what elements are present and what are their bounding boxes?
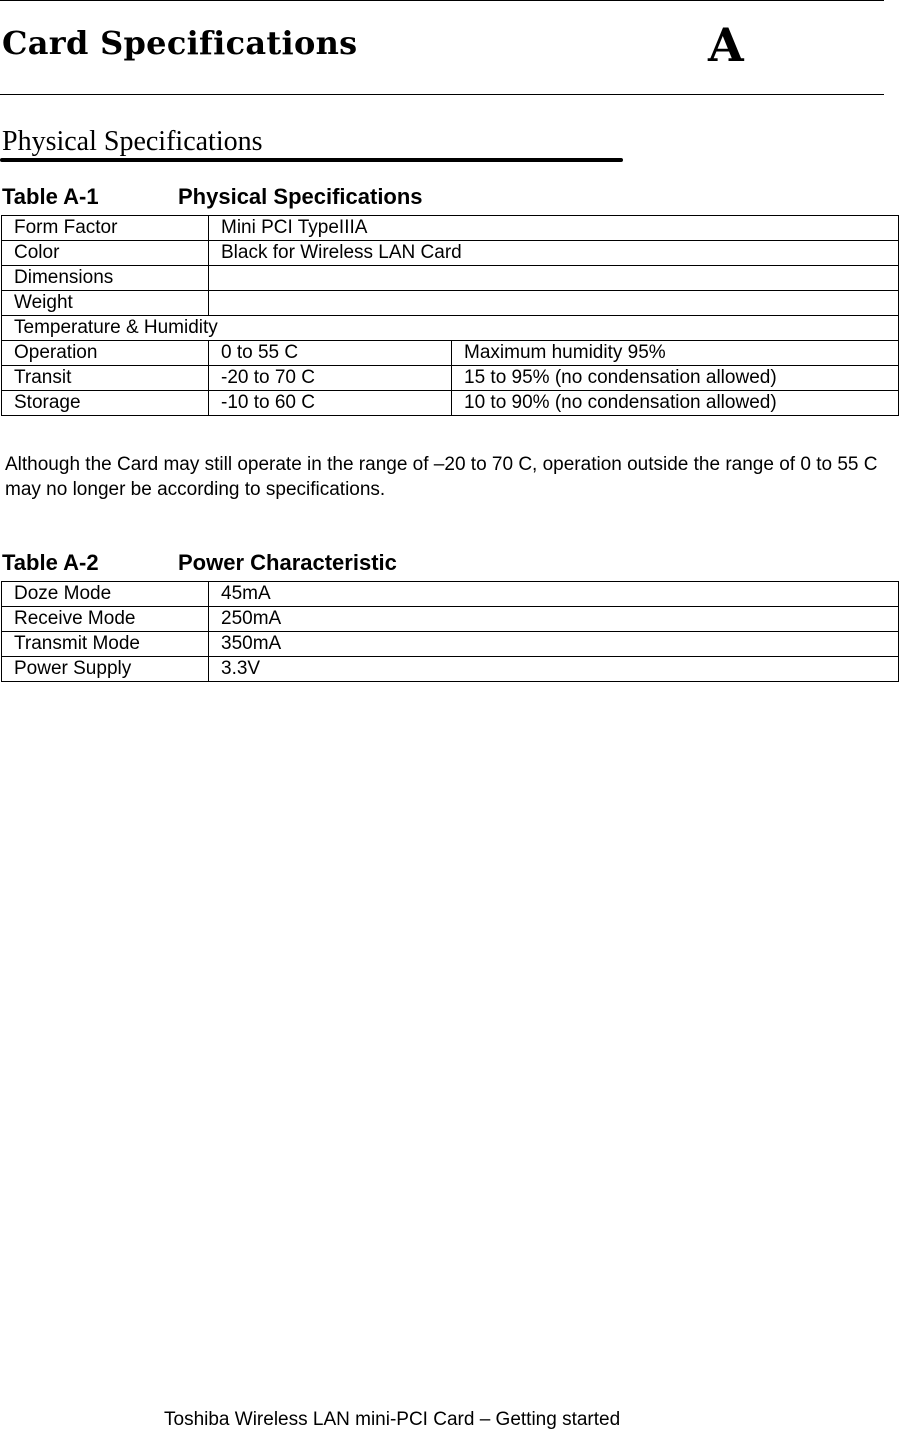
- row-label: Storage: [2, 391, 209, 416]
- top-rule: [0, 0, 884, 1]
- row-value: 45mA: [209, 582, 899, 607]
- row-label: Dimensions: [2, 266, 209, 291]
- temperature-value: 0 to 55 C: [209, 341, 452, 366]
- row-value: 350mA: [209, 632, 899, 657]
- table-group-header-row: [2, 316, 899, 341]
- row-label: Transit: [2, 366, 209, 391]
- table-row: [2, 241, 899, 266]
- row-value: Black for Wireless LAN Card: [209, 241, 899, 266]
- section-heading: Physical Specifications: [2, 126, 263, 157]
- humidity-value: Maximum humidity 95%: [452, 341, 899, 366]
- chapter-title: Card Specifications: [2, 24, 358, 62]
- row-value: 250mA: [209, 607, 899, 632]
- row-value: [209, 266, 899, 291]
- row-label: Form Factor: [2, 216, 209, 241]
- chapter-letter: A: [708, 18, 744, 72]
- row-value: [209, 291, 899, 316]
- page-footer: Toshiba Wireless LAN mini-PCI Card – Getting started: [164, 1409, 621, 1430]
- temperature-value: -10 to 60 C: [209, 391, 452, 416]
- table-row: [2, 391, 899, 416]
- humidity-value: 10 to 90% (no condensation allowed): [452, 391, 899, 416]
- table-row: [2, 366, 899, 391]
- humidity-value: 15 to 95% (no condensation allowed): [452, 366, 899, 391]
- table-row: [2, 657, 899, 682]
- row-value: Mini PCI TypeIIIA: [209, 216, 899, 241]
- table-row: [2, 341, 899, 366]
- table-a2-number: Table A-2: [2, 550, 99, 575]
- row-value: 3.3V: [209, 657, 899, 682]
- table-row: [2, 607, 899, 632]
- table-row: [2, 582, 899, 607]
- row-label: Weight: [2, 291, 209, 316]
- row-label: Receive Mode: [2, 607, 209, 632]
- row-label: Transmit Mode: [2, 632, 209, 657]
- table-row: [2, 632, 899, 657]
- temperature-humidity-header: Temperature & Humidity: [2, 316, 899, 341]
- table-row: [2, 291, 899, 316]
- table-a2-caption: [2, 550, 397, 576]
- row-label: Operation: [2, 341, 209, 366]
- table-a1-number: Table A-1: [2, 184, 99, 209]
- table-a1-title: Physical Specifications: [178, 184, 423, 209]
- table-a2-title: Power Characteristic: [178, 550, 397, 575]
- table-a1-caption: [2, 184, 423, 210]
- operating-range-note: Although the Card may still operate in the range of –20 to 70 C, operation outside the range of 0 to 55 C may no longer be according to specifications.: [5, 454, 878, 500]
- table-row: [2, 266, 899, 291]
- section-underline: [0, 158, 623, 162]
- physical-specifications-table: [1, 215, 899, 416]
- power-characteristic-table: [1, 581, 899, 682]
- row-label: Color: [2, 241, 209, 266]
- chapter-rule: [0, 94, 884, 95]
- table-row: [2, 216, 899, 241]
- row-label: Power Supply: [2, 657, 209, 682]
- temperature-value: -20 to 70 C: [209, 366, 452, 391]
- row-label: Doze Mode: [2, 582, 209, 607]
